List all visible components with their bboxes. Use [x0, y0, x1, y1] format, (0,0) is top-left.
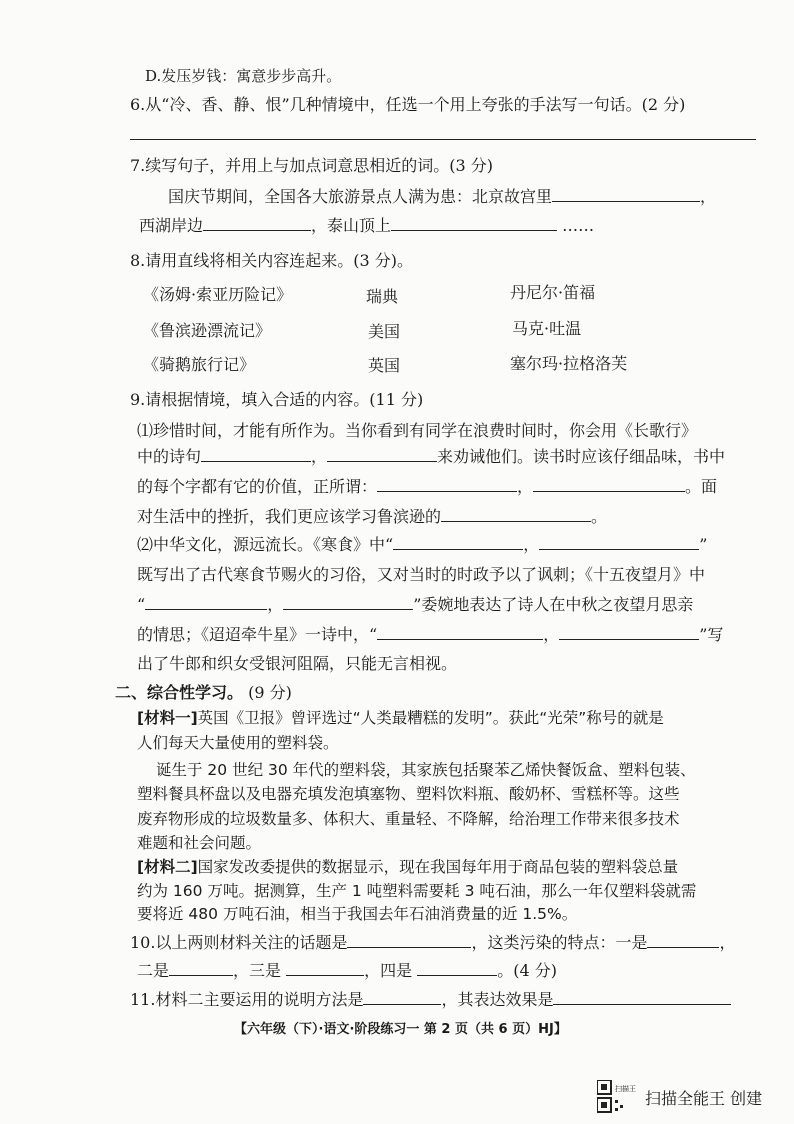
q9-blank-2[interactable] [327, 447, 437, 462]
q9-p2-l3b: ， [267, 595, 284, 614]
q8-question: 8.请用直线将相关内容连起来。(3 分)。 [130, 251, 414, 270]
q9-p2-l3c: ”委婉地表达了诗人在中秋之夜望月思亲 [413, 595, 694, 614]
q7-line1 [168, 187, 716, 207]
q8-book-1[interactable]: 《汤姆·索亚历险记》 [143, 285, 293, 304]
q5-option-d: D.发压岁钱：寓意步步高升。 [145, 67, 342, 85]
q8-country-1[interactable]: 瑞典 [366, 287, 399, 306]
material1-line4: 塑料餐具杯盘以及电器充填发泡填塞物、塑料饮料瓶、酸奶杯、雪糕杯等。这些 [137, 785, 680, 803]
q9-p1-line2 [137, 447, 725, 467]
q9-p2-l1a: ⑵中华文化，源远流长。《寒食》中“ [137, 535, 394, 554]
q10-l1a: 10.以上两则材料关注的话题是 [130, 933, 348, 952]
material2-line1 [137, 857, 678, 877]
q10-l2d: 。(4 分) [497, 961, 557, 980]
q7-line2-end: …… [562, 216, 595, 235]
q9-question: 9.请根据情境，填入合适的内容。(11 分) [130, 390, 424, 409]
scanner-watermark [597, 1080, 762, 1114]
q9-blank-1[interactable] [201, 447, 311, 462]
q9-p2-line1 [137, 535, 707, 555]
q7-line2b: ，泰山顶上 [311, 216, 392, 235]
q9-blank-6[interactable] [393, 535, 523, 550]
q8-author-3[interactable]: 塞尔玛·拉格洛芙 [510, 354, 628, 373]
q9-blank-11[interactable] [559, 625, 699, 640]
page-footer: 【六年级（下）·语文·阶段练习一 第 2 页（共 6 页）HJ】 [234, 1022, 567, 1037]
q10-blank-topic[interactable] [347, 933, 471, 948]
q9-blank-4[interactable] [533, 477, 685, 492]
q6-answer-line[interactable] [130, 139, 756, 140]
q6-question: 6.从“冷、香、静、恨”几种情境中，任选一个用上夸张的手法写一句话。(2 分) [130, 95, 686, 114]
q9-blank-10[interactable] [377, 625, 543, 640]
qr-code-icon [597, 1080, 639, 1114]
q11-blank-method[interactable] [363, 990, 441, 1005]
material2-l1: 国家发改委提供的数据显示，现在我国每年用于商品包装的塑料袋总量 [197, 858, 679, 876]
q7-blank-taishan[interactable] [391, 216, 557, 231]
q11-line [130, 990, 731, 1010]
q9-p1-line4 [137, 507, 607, 527]
q9-blank-7[interactable] [539, 535, 699, 550]
q10-line2 [137, 961, 557, 981]
watermark-logo-text: 扫描王 [615, 1085, 636, 1093]
q7-line2a: 西湖岸边 [139, 216, 204, 235]
material1-line1 [137, 708, 664, 728]
q7-blank-westlake[interactable] [203, 216, 311, 231]
q8-book-3[interactable]: 《骑鹅旅行记》 [143, 355, 256, 374]
q10-blank-feature2[interactable] [169, 961, 233, 976]
q8-book-2[interactable]: 《鲁滨逊漂流记》 [143, 321, 272, 340]
q9-p1-l3a: 的每个字都有它的价值，正所谓： [137, 477, 378, 496]
q7-line2 [139, 216, 594, 236]
q7-blank-palace[interactable] [552, 187, 700, 202]
section2-title: 二、综合性学习。 [115, 683, 244, 702]
material1-line6: 难题和社会问题。 [137, 834, 262, 852]
q10-blank-feature3[interactable] [286, 961, 364, 976]
q9-p1-line3 [137, 477, 717, 497]
q9-blank-8[interactable] [145, 595, 267, 610]
q8-author-2[interactable]: 马克·吐温 [512, 319, 582, 338]
q9-p1-l2a: 中的诗句 [137, 447, 202, 466]
q11-a: 11.材料二主要运用的说明方法是 [130, 990, 364, 1009]
q8-country-3[interactable]: 英国 [368, 356, 401, 375]
q7-line1-text: 国庆节期间，全国各大旅游景点人满为患：北京故宫里 [168, 187, 553, 206]
q10-l1b: ，这类污染的特点：一是 [471, 933, 648, 952]
material1-l1: 英国《卫报》曾评选过“人类最糟糕的发明”。获此“光荣”称号的就是 [197, 709, 664, 727]
material1-line3: 诞生于 20 世纪 30 年代的塑料袋，其家族包括聚苯乙烯快餐饭盒、塑料包装、 [156, 761, 696, 779]
q9-p2-l1b: ， [523, 535, 540, 554]
q9-p2-l4a: 的情思；《迢迢牵牛星》一诗中，“ [137, 625, 378, 644]
q8-author-1[interactable]: 丹尼尔·笛福 [510, 283, 596, 302]
q9-p1-line1: ⑴珍惜时间，才能有所作为。当你看到有同学在浪费时间时，你会用《长歌行》 [137, 421, 698, 440]
material1-line5: 废弃物形成的垃圾数量多、体积大、重量轻、不降解，给治理工作带来很多技术 [137, 810, 680, 828]
q7-question: 7.续写句子，并用上与加点词意思相近的词。(3 分) [130, 156, 494, 175]
material2-line2: 约为 160 万吨。据测算，生产 1 吨塑料需要耗 3 吨石油，那么一年仅塑料袋就需 [137, 882, 697, 900]
q9-p2-line4 [137, 625, 723, 645]
q9-p2-l4c: ”写 [699, 625, 724, 644]
material1-label: [材料一] [137, 709, 198, 727]
material1-line2: 人们每天大量使用的塑料袋。 [137, 734, 339, 752]
q10-l2c: ，四是 [364, 961, 413, 980]
q9-p1-l2b: ， [311, 447, 328, 466]
q9-p2-line3 [137, 595, 693, 615]
q8-country-2[interactable]: 美国 [368, 322, 401, 341]
q10-blank-feature4[interactable] [417, 961, 497, 976]
q10-l1c: ， [719, 933, 736, 952]
q9-blank-3[interactable] [377, 477, 517, 492]
q10-line1 [130, 933, 735, 953]
watermark-text: 扫描全能王 创建 [645, 1088, 763, 1108]
q10-l2a: 二是 [137, 961, 170, 980]
section2-heading [115, 683, 292, 703]
q7-line1-end: ， [700, 187, 717, 206]
material2-label: [材料二] [137, 858, 198, 876]
q9-p2-line5: 出了牛郎和织女受银河阻隔，只能无言相视。 [137, 654, 458, 673]
q9-p2-line2: 既写出了古代寒食节赐火的习俗，又对当时的时政予以了讽刺；《十五夜望月》中 [137, 565, 706, 584]
q9-p2-l3a: “ [137, 595, 146, 614]
q9-p2-l1c: ” [699, 535, 708, 554]
q10-blank-feature1[interactable] [647, 933, 719, 948]
q9-p1-l4b: 。 [591, 507, 608, 526]
q9-blank-9[interactable] [283, 595, 413, 610]
q10-l2b: ，三是 [233, 961, 282, 980]
q9-p2-l4b: ， [543, 625, 560, 644]
q11-blank-effect[interactable] [553, 990, 731, 1005]
q9-blank-5[interactable] [441, 507, 591, 522]
section2-score: (9 分) [248, 683, 292, 702]
q11-b: ，其表达效果是 [441, 990, 554, 1009]
q9-p1-l4a: 对生活中的挫折，我们更应该学习鲁滨逊的 [137, 507, 442, 526]
q9-p1-l3b: ， [517, 477, 534, 496]
q9-p1-l2c: 来劝诫他们。读书时应该仔细品味，书中 [437, 447, 726, 466]
material2-line3: 要将近 480 万吨石油，相当于我国去年石油消费量的近 1.5%。 [137, 905, 578, 923]
q9-p1-l3c: 。面 [685, 477, 718, 496]
